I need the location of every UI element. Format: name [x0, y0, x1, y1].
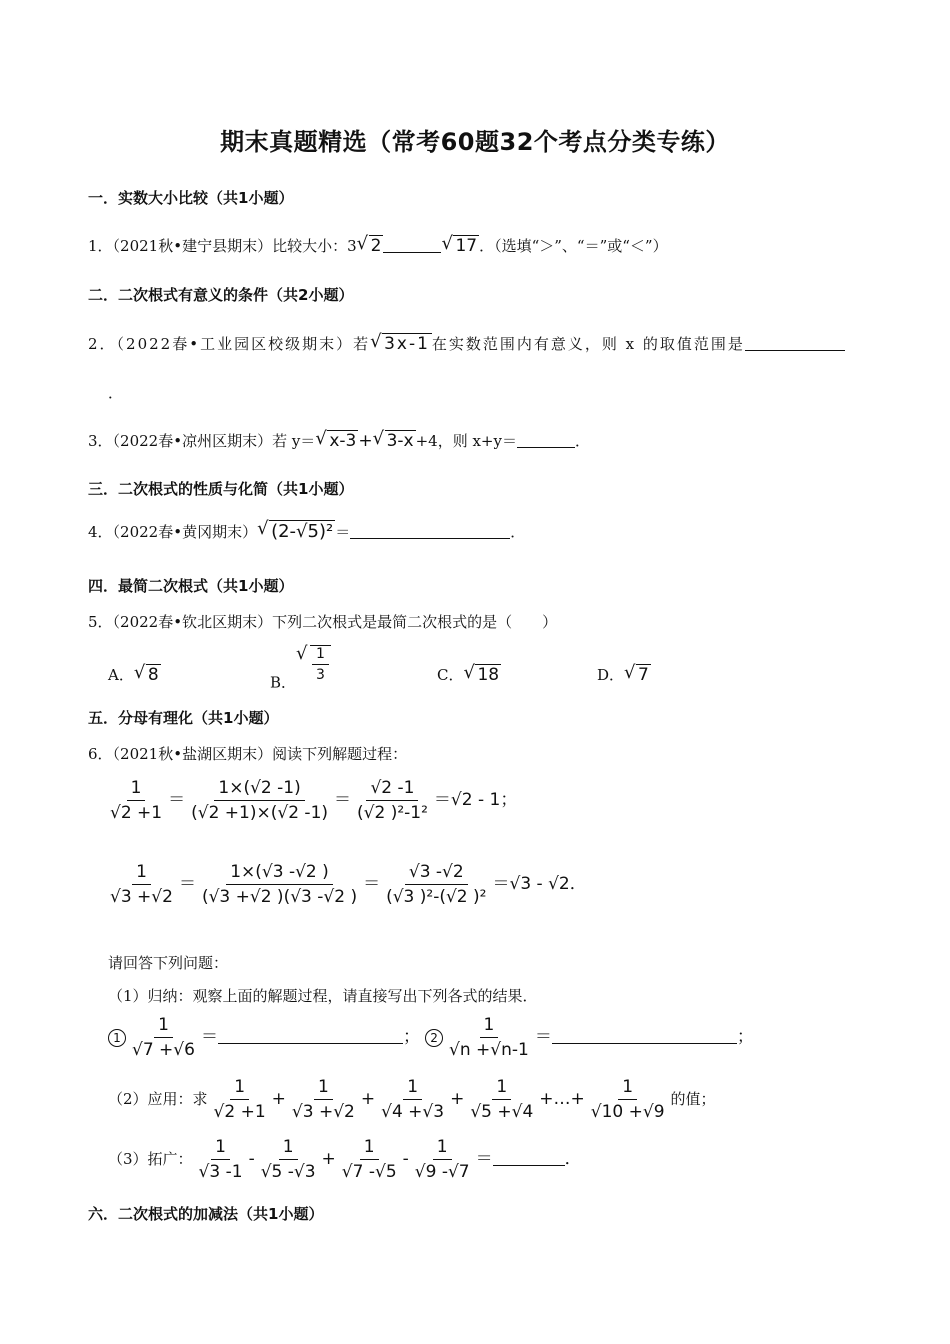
answer-blank-3[interactable] [517, 433, 575, 448]
question-3-tail: +4，则 x+y＝ [415, 432, 517, 450]
part3-expression: （3）拓广： $\frac{1}{√3 -1}$ - $\frac{1}{√5 -√3}$ + $\frac{1}{√7 -√5}$ - $\frac{1}{√9 -√7}$ ＝ ． [108, 1137, 582, 1182]
equals-sign: ＝ [335, 523, 351, 541]
question-3-end: ． [574, 432, 590, 450]
sqrt-3x-1: √ 3x-1 [370, 333, 432, 354]
sqrt-3-x: √ 3-x [373, 430, 416, 451]
worked-example-2: $\frac{1}{√3 +√2}$ ＝ $\frac{1\times(√3 -√2 )}{(√3 +√2 )(√3 -√2 )}$ ＝ $\frac{√3 -√2}{\text{(√3 )²-(√2 )²}}$ ＝√3 - √2． [110, 862, 587, 907]
part2-expression: （2）应用：求 $\frac{1}{√2 +1}$ + $\frac{1}{√3 +√2}$ + $\frac{1}{√4 +√3}$ + $\frac{1}{√5 +√4}$ +…+ $\frac{1}{√10 +√9}$ 的值； [108, 1077, 716, 1122]
question-4-text: 4．（2022春•黄冈期末） [88, 523, 258, 541]
question-4-end: ． [510, 523, 526, 541]
question-6-ask: 请回答下列问题： [108, 954, 229, 972]
section-heading-1: 一．实数大小比较（共1小题） [88, 189, 294, 207]
answer-blank-6a[interactable] [218, 1029, 403, 1044]
sqrt-x-3: √ x-3 [315, 430, 358, 451]
option-a[interactable]: A．√ 8 [108, 664, 161, 685]
answer-blank-6c[interactable] [493, 1151, 565, 1166]
question-2-tail: 在实数范围内有意义，则 x 的取值范围是 [431, 335, 745, 353]
answer-blank-2[interactable] [745, 336, 845, 351]
question-6: 6．（2021秋•盐湖区期末）阅读下列解题过程： [88, 745, 408, 763]
section-heading-2: 二．二次根式有意义的条件（共2小题） [88, 286, 354, 304]
section-heading-3: 三．二次根式的性质与化简（共1小题） [88, 480, 354, 498]
question-3-text: 3．（2022春•凉州区期末）若 y＝ [88, 432, 316, 450]
question-1-tail: ．（选填“＞”、“＝”或“＜”） [479, 237, 668, 255]
worked-example-1: $\frac{1}{√2 +1}$ ＝ $\frac{1\times(√2 -1)}{(√2 +1)\times(√2 -1)}$ ＝ $\frac{√2 -1}{\text{(√2 )²-1²}}$ ＝√2 - 1； [110, 778, 518, 823]
question-4 [88, 520, 525, 542]
section-heading-5: 五．分母有理化（共1小题） [88, 709, 279, 727]
sqrt-expression: √ (2-√5)² [257, 520, 335, 542]
plus-sign: + [358, 431, 373, 451]
option-c[interactable]: C．√ 18 [437, 664, 501, 685]
sqrt-7: √ 7 [624, 664, 651, 685]
answer-blank-4[interactable] [350, 524, 510, 539]
answer-blank-1[interactable] [383, 238, 441, 253]
question-1-text: 1．（2021秋•建宁县期末）比较大小：3 [88, 237, 357, 255]
part1-expressions: 1 $\frac{1}{√7 +√6}$ ＝ ； 2 $\frac{1}{√n +√n-1}$ ＝ ； [108, 1015, 754, 1060]
section-heading-6: 六．二次根式的加减法（共1小题） [88, 1205, 324, 1223]
question-5: 5．（2022春•钦北区期末）下列二次根式是最简二次根式的是（ ） [88, 613, 558, 631]
circled-1-icon: 1 [108, 1029, 126, 1047]
option-d[interactable]: D．√ 7 [597, 664, 651, 685]
sqrt-2: √ 2 [357, 235, 384, 256]
sqrt-one-third: √ $\frac{1}{3}$ [296, 645, 331, 683]
option-b[interactable]: B． √ $\frac{1}{3}$ [270, 645, 331, 693]
sqrt-17: √ 17 [441, 235, 479, 256]
page-title: 期末真题精选（常考60题32个考点分类专练） [220, 128, 730, 156]
question-3 [88, 430, 590, 451]
sqrt-18: √ 18 [463, 664, 501, 685]
question-2-dot: ． [108, 384, 124, 402]
answer-blank-6b[interactable] [552, 1029, 737, 1044]
section-heading-4: 四．最简二次根式（共1小题） [88, 577, 294, 595]
question-2 [88, 333, 845, 354]
question-6-part1: （1）归纳：观察上面的解题过程，请直接写出下列各式的结果． [108, 987, 538, 1005]
sqrt-8: √ 8 [134, 664, 161, 685]
question-1 [88, 235, 668, 256]
question-2-text: 2．（2022春•工业园区校级期末）若 [88, 335, 371, 353]
circled-2-icon: 2 [425, 1029, 443, 1047]
